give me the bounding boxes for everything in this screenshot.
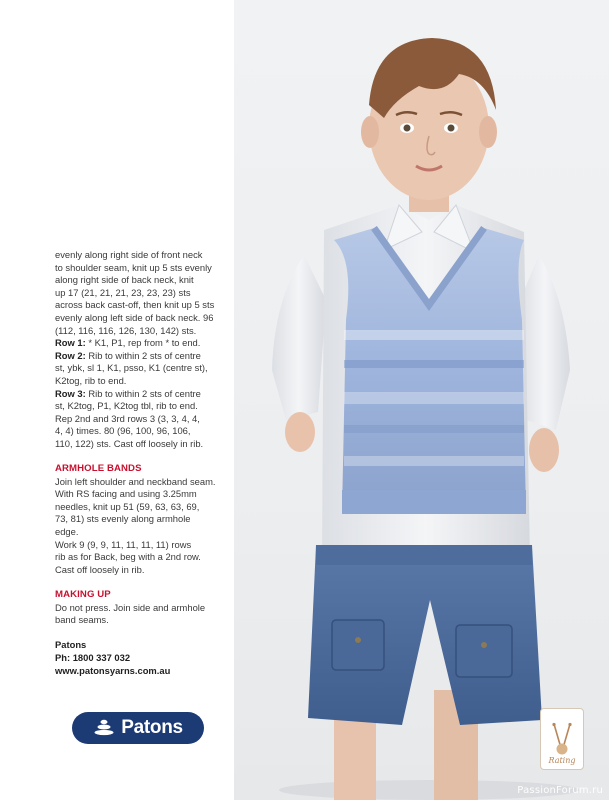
row-1-text: * K1, P1, rep from * to end.	[85, 337, 201, 349]
logo-wordmark: Patons	[121, 717, 183, 738]
armhole-line: With RS facing and using 3.25mm	[55, 488, 197, 500]
neckband-line: (112, 116, 116, 126, 130, 142) sts.	[55, 324, 197, 336]
pattern-text-column	[55, 249, 235, 677]
boy-in-knitted-vest-illustration	[234, 0, 609, 800]
row-2-line: K2tog, rib to end.	[55, 374, 127, 386]
row-3-instruction	[55, 388, 235, 401]
yarn-stack-icon	[93, 719, 115, 737]
row-2-line: st, ybk, sl 1, K1, psso, K1 (centre st),	[55, 362, 208, 374]
row-2-label: Row 2:	[55, 349, 86, 361]
armhole-line: needles, knit up 51 (59, 63, 63, 69,	[55, 500, 200, 512]
spacer	[55, 451, 235, 464]
row-1-label: Row 1:	[55, 337, 86, 349]
row-3-label: Row 3:	[55, 387, 86, 399]
neckband-line: evenly along right side of front neck	[55, 249, 203, 260]
neckband-line: across back cast-off, then knit up 5 sts	[55, 299, 215, 311]
model-photo	[234, 0, 609, 800]
row-2-text: Rib to within 2 sts of centre	[85, 349, 201, 361]
rating-label: Rating	[548, 756, 576, 765]
repeat-line: Rep 2nd and 3rd rows 3 (3, 3, 4, 4,	[55, 412, 200, 424]
making-up-line: band seams.	[55, 614, 109, 626]
neckband-line: along right side of back neck, knit	[55, 274, 194, 286]
spacer	[55, 627, 235, 640]
knitting-needles-icon	[547, 722, 577, 756]
row-1-instruction	[55, 337, 235, 350]
armhole-line: Cast off loosely in rib.	[55, 563, 145, 575]
armhole-line: Join left shoulder and neckband seam.	[55, 475, 216, 487]
neckband-line: to shoulder seam, knit up 5 sts evenly	[55, 261, 212, 273]
armhole-bands-heading: ARMHOLE BANDS	[55, 463, 142, 475]
row-3-line: st, K2tog, P1, K2tog tbl, rib to end.	[55, 400, 198, 412]
contact-brand: Patons	[55, 639, 87, 651]
armhole-line: Work 9 (9, 9, 11, 11, 11, 11) rows	[55, 538, 192, 550]
neckband-line: up 17 (21, 21, 21, 23, 23, 23) sts	[55, 286, 191, 298]
repeat-line: 4, 4) times. 80 (96, 100, 96, 106,	[55, 425, 191, 437]
repeat-line: 110, 122) sts. Cast off loosely in rib.	[55, 437, 204, 449]
armhole-line: edge.	[55, 526, 79, 538]
watermark-text: PassionForum.ru	[517, 785, 603, 796]
neckband-line: evenly along left side of back neck. 96	[55, 311, 214, 323]
row-3-text: Rib to within 2 sts of centre	[85, 387, 201, 399]
contact-website[interactable]: www.patonsyarns.com.au	[55, 664, 171, 676]
patons-logo	[72, 712, 204, 744]
rating-badge	[540, 708, 584, 770]
making-up-line: Do not press. Join side and armhole	[55, 601, 206, 613]
contact-phone: Ph: 1800 337 032	[55, 652, 131, 663]
armhole-line: rib as for Back, beg with a 2nd row.	[55, 551, 201, 563]
row-2-instruction	[55, 350, 235, 363]
armhole-line: 73, 81) sts evenly along armhole	[55, 513, 191, 525]
making-up-heading: MAKING UP	[55, 589, 111, 601]
spacer	[55, 576, 235, 589]
